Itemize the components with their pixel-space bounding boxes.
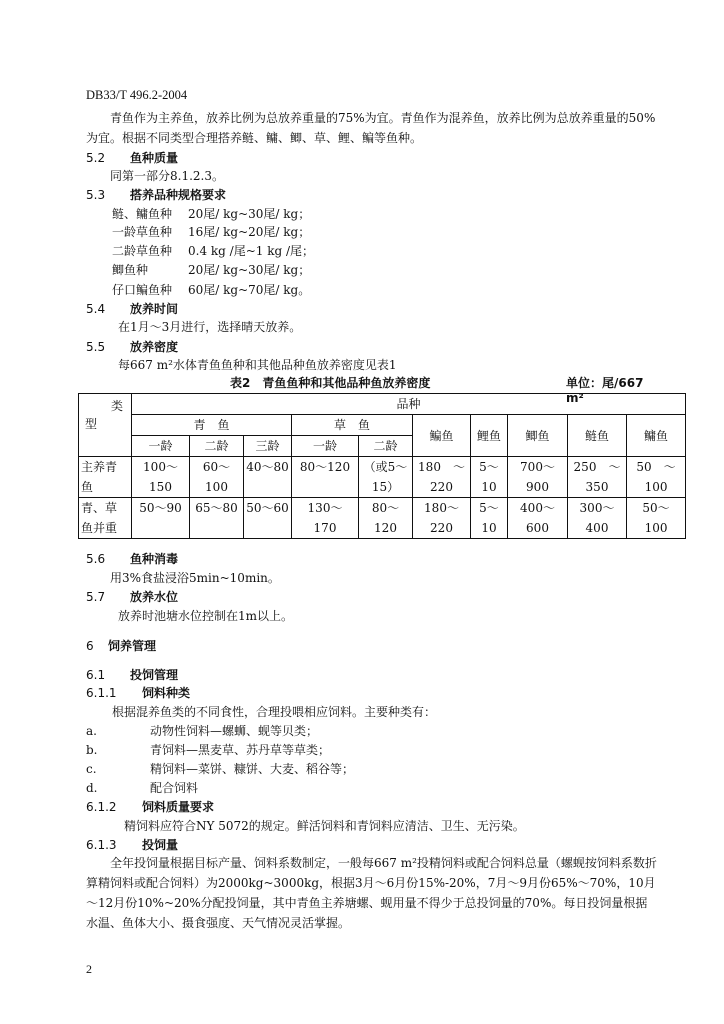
section-5-5-heading (86, 337, 178, 357)
section-6-1-3-text: 全年投饲量根据目标产量、饲料系数制定，一般每667 m²投精饲料或配合饲料总量（螺蚬按饲料系数折算精饲料或配合饲料）为2000kg~3000kg，根据3月～6月份15%-20%，7月～9月份65%～70%，10月～12月份10%~20%分配投饲量，其中青鱼主养塘螺、蚬用量不得少于总投饲量的70%。每日投饲量根据水温、鱼体大小、摄食强度、天气情况灵活掌握。 (86, 856, 657, 930)
spec-item (112, 241, 314, 261)
section-number: 5.4 (86, 302, 106, 316)
section-title: 搭养品种规格要求 (130, 188, 227, 202)
species-header: 鳙鱼 (627, 415, 686, 457)
list-text: 配合饲料 (150, 781, 199, 795)
section-number: 6.1.1 (86, 686, 117, 700)
species-header: 鲤鱼 (471, 415, 508, 457)
section-title: 饲养管理 (108, 639, 157, 653)
list-item (86, 778, 198, 798)
list-item (86, 740, 330, 760)
age-header: 三龄 (244, 436, 292, 457)
section-title: 饲料质量要求 (142, 800, 215, 814)
row-label: 主养青 鱼 (79, 457, 132, 498)
list-marker: d. (86, 781, 98, 795)
table-cell: 180 ～ 220 (413, 457, 471, 498)
age-header: 一龄 (292, 436, 359, 457)
corner-bottom: 型 (85, 417, 98, 431)
table-row (79, 457, 686, 498)
species-header: 鲫鱼 (508, 415, 568, 457)
section-title: 放养密度 (130, 340, 179, 354)
section-6-1-2-text: 精饲料应符合NY 5072的规定。鲜活饲料和青饲料应清洁、卫生、无污染。 (124, 819, 525, 833)
section-6-heading (86, 636, 156, 656)
intro-paragraph: 青鱼作为主养鱼，放养比例为总放养重量的75%为宜。青鱼作为混养鱼，放养比例为总放养重量的50%为宜。根据不同类型合理搭养鲢、鳙、鲫、草、鲤、鳊等鱼种。 (86, 111, 656, 145)
page-number: 2 (86, 962, 92, 976)
species-header: 鳊鱼 (413, 415, 471, 457)
spec-item (112, 260, 310, 280)
spec-name: 一龄草鱼种 (112, 225, 173, 239)
spec-value: 16尾/ kg~20尾/ kg； (188, 225, 311, 239)
corner-top: 类 (110, 399, 123, 413)
section-6-1-3-heading (86, 835, 178, 855)
section-number: 6.1.2 (86, 800, 117, 814)
spec-name: 鲢、鳙鱼种 (112, 207, 173, 221)
section-number: 5.7 (86, 590, 106, 604)
table-cell: 130～ 170 (292, 498, 359, 539)
section-title: 放养水位 (130, 590, 179, 604)
list-item (86, 721, 318, 741)
table-cell: 60～ 100 (190, 457, 244, 498)
section-title: 投饲管理 (130, 668, 179, 682)
table-cell: 250 ～ 350 (568, 457, 627, 498)
table-unit: 单位：尾/667 m² (566, 376, 644, 405)
spec-item (112, 222, 310, 242)
group-header: 品种 (132, 394, 686, 415)
list-text: 青饲料—黑麦草、苏丹草等草类； (150, 743, 331, 757)
table-cell: 5～ 10 (471, 498, 508, 539)
age-header: 二龄 (190, 436, 244, 457)
spec-value: 20尾/ kg~30尾/ kg； (188, 263, 311, 277)
spec-value: 20尾/ kg~30尾/ kg； (188, 207, 311, 221)
species-header: 鲢鱼 (568, 415, 627, 457)
table-cell: 50～90 (132, 498, 190, 539)
section-5-3-heading (86, 185, 226, 205)
table-cell: 50～ 100 (627, 498, 686, 539)
spec-name: 仔口鳊鱼种 (112, 283, 173, 297)
section-5-7-heading (86, 587, 178, 607)
section-number: 5.5 (86, 340, 106, 354)
section-5-2-text: 同第一部分8.1.2.3。 (110, 169, 224, 183)
spec-name: 二龄草鱼种 (112, 244, 173, 258)
section-title: 鱼种消毒 (130, 552, 179, 566)
list-text: 精饲料—菜饼、糠饼、大麦、稻谷等； (150, 762, 355, 776)
table-cell: 180～ 220 (413, 498, 471, 539)
spec-value: 0.4 kg /尾~1 kg /尾； (188, 244, 315, 258)
list-marker: b. (86, 743, 98, 757)
section-5-4-heading (86, 299, 178, 319)
section-number: 6.1 (86, 668, 106, 682)
section-title: 放养时间 (130, 302, 179, 316)
table-row (79, 498, 686, 539)
age-header: 二龄 (359, 436, 413, 457)
row-label: 青、草 鱼并重 (79, 498, 132, 539)
section-5-5-text: 每667 m²水体青鱼鱼种和其他品种鱼放养密度见表1 (118, 358, 397, 372)
section-5-6-heading (86, 549, 178, 569)
spec-name: 鲫鱼种 (112, 263, 149, 277)
qingyu-header: 青 鱼 (132, 415, 292, 436)
table-cell: 300～ 400 (568, 498, 627, 539)
section-5-7-text: 放养时池塘水位控制在1m以上。 (118, 609, 294, 623)
section-5-2-heading (86, 148, 178, 168)
section-number: 6.1.3 (86, 838, 117, 852)
list-marker: c. (86, 762, 97, 776)
section-6-1-2-heading (86, 797, 214, 817)
spec-item (112, 204, 310, 224)
table-caption: 表2 青鱼鱼种和其他品种鱼放养密度 (230, 376, 431, 390)
table-cell: （或5～ 15） (359, 457, 413, 498)
section-5-6-text: 用3%食盐浸浴5min~10min。 (110, 571, 280, 585)
list-marker: a. (86, 724, 97, 738)
section-6-1-heading (86, 665, 178, 685)
list-item (86, 759, 354, 779)
table-cell: 100～ 150 (132, 457, 190, 498)
section-title: 饲料种类 (142, 686, 191, 700)
spec-value: 60尾/ kg~70尾/ kg。 (188, 283, 311, 297)
section-6-1-1-text: 根据混养鱼类的不同食性，合理投喂相应饲料。主要种类有： (112, 705, 437, 719)
age-header: 一龄 (132, 436, 190, 457)
spec-item (112, 280, 310, 300)
table-corner (79, 394, 132, 457)
section-6-1-1-heading (86, 683, 190, 703)
table-cell: 700～ 900 (508, 457, 568, 498)
table-cell: 50 ～ 100 (627, 457, 686, 498)
section-number: 5.3 (86, 188, 106, 202)
list-text: 动物性饲料—螺蛳、蚬等贝类； (150, 724, 319, 738)
section-title: 鱼种质量 (130, 151, 179, 165)
section-title: 投饲量 (142, 838, 179, 852)
stocking-density-table (78, 393, 686, 539)
caoyu-header: 草 鱼 (292, 415, 413, 436)
table-cell: 400～ 600 (508, 498, 568, 539)
table-cell: 65～80 (190, 498, 244, 539)
section-number: 5.6 (86, 552, 106, 566)
section-number: 6 (86, 639, 94, 653)
table-cell: 50～60 (244, 498, 292, 539)
section-5-4-text: 在1月～3月进行，选择晴天放养。 (118, 320, 302, 334)
table-cell: 80～120 (359, 498, 413, 539)
section-number: 5.2 (86, 151, 106, 165)
table-cell: 80～120 (292, 457, 359, 498)
document-code: DB33/T 496.2-2004 (86, 88, 188, 102)
table-cell: 40～80 (244, 457, 292, 498)
table-cell: 5～ 10 (471, 457, 508, 498)
